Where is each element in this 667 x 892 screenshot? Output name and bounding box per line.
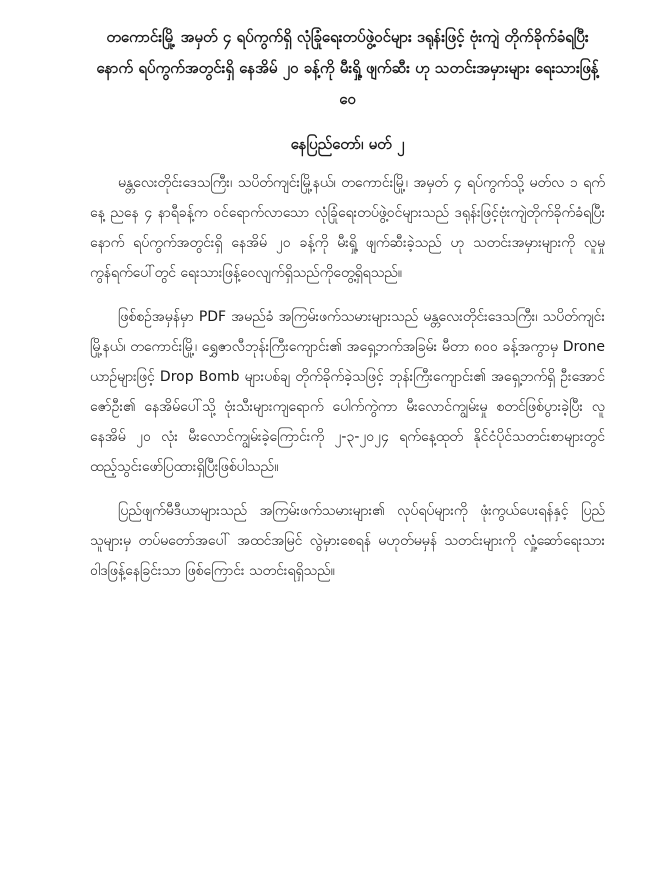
paragraph-3: ပြည်ဖျက်မီဒီယာများသည် အကြမ်းဖက်သမားများ၏ လုပ်ရပ်များကို ဖုံးကွယ်ပေးရန်နှင့် ပြည်သူများမှ တပ်မတော်အပေါ် အထင်အမြင် လွဲမှားစေရန် မဟုတ်မမှန် သတင်းများကို လှုံ့ဆော်ရေးသား ဝါဒဖြန့်နေခြင်းသာ ဖြစ်ကြောင်း သတင်းရရှိသည်။ <box>90 503 605 579</box>
dateline: နေပြည်တော်၊ မတ် ၂ <box>290 135 405 153</box>
headline: တကောင်းမြို့ အမှတ် ၄ ရပ်ကွက်ရှိ လုံခြုံရေးတပ်ဖွဲ့ဝင်များ ဒရုန်းဖြင့် ဗုံးကျဲ တိုက်ခိုက်ခံရပြီးနောက် ရပ်ကွက်အတွင်းရှိ နေအိမ် ၂၀ ခန့်ကို မီးရှို့ ဖျက်ဆီး ဟု သတင်းအမှားများ ရေးသားဖြန့်ဝေ <box>96 28 599 108</box>
paragraph-1: မန္တလေးတိုင်းဒေသကြီး၊ သပိတ်ကျင်းမြို့နယ်၊ တကောင်းမြို့၊ အမှတ် ၄ ရပ်ကွက်သို့ မတ်လ ၁ ရက်နေ့ ညနေ ၄ နာရီခန့်က ဝင်ရောက်လာသော လုံခြုံရေးတပ်ဖွဲ့ဝင်များသည် ဒရုန်းဖြင့်ဗုံးကျဲတိုက်ခိုက်ခံရပြီးနောက် ရပ်ကွက်အတွင်းရှိ နေအိမ် ၂၀ ခန့်ကို မီးရှို့ ဖျက်ဆီးခဲ့သည် ဟု သတင်းအမှားများကို လူမှုကွန်ရက်ပေါ်တွင် ရေးသားဖြန့်ဝေလျက်ရှိသည်ကိုတွေ့ရှိရသည်။ <box>90 175 605 281</box>
paragraph-2: ဖြစ်စဉ်အမှန်မှာ PDF အမည်ခံ အကြမ်းဖက်သမားများသည် မန္တလေးတိုင်းဒေသကြီး၊ သပိတ်ကျင်းမြို့နယ်၊ တကောင်းမြို့၊ ရွှေဇာလီဘုန်းကြီးကျောင်း၏ အရှေ့ဘက်အခြမ်း မီတာ ၈၀၀ ခန့်အကွာမှ Drone ယာဉ်များဖြင့် Drop Bomb များပစ်ချ တိုက်ခိုက်ခဲ့သဖြင့် ဘုန်းကြီးကျောင်း၏ အရှေ့ဘက်ရှိ ဦးအောင်ဇော်ဦး၏ နေအိမ်ပေါ်သို့ ဗုံးသီးများကျရောက် ပေါက်ကွဲကာ မီးလောင်ကျွမ်းမှု စတင်ဖြစ်ပွားခဲ့ပြီး လူနေအိမ် ၂၀ လုံး မီးလောင်ကျွမ်းခဲ့ကြောင်းကို ၂-၃-၂၀၂၄ ရက်နေ့ထုတ် နိုင်ငံပိုင်သတင်းစာများတွင် ထည့်သွင်းဖော်ပြထားရှိပြီးဖြစ်ပါသည်။ <box>90 309 605 475</box>
